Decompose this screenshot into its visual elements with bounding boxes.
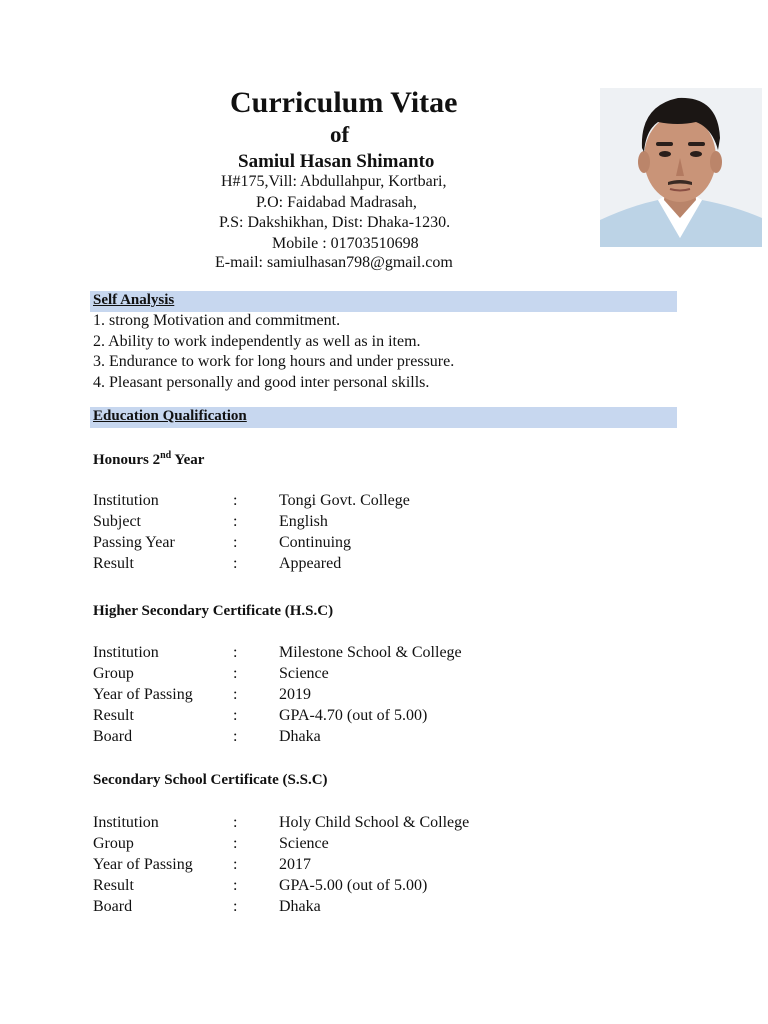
email-line: E-mail: samiulhasan798@gmail.com	[215, 254, 453, 271]
address-line-2: P.O: Faidabad Madrasah,	[256, 194, 417, 211]
self-analysis-header	[90, 291, 677, 312]
address-line-1: H#175,Vill: Abdullahpur, Kortbari,	[221, 173, 447, 190]
ssc-title: Secondary School Certificate (S.S.C)	[93, 772, 328, 788]
cv-title-of: of	[330, 122, 350, 147]
education-header	[90, 407, 677, 428]
education-heading: Education Qualification	[93, 408, 247, 424]
self-analysis-item: 2. Ability to work independently as well as in item.	[93, 333, 421, 350]
self-analysis-item: 4. Pleasant personally and good inter personal skills.	[93, 374, 430, 391]
honours-title: Honours 2nd Year	[93, 450, 205, 468]
self-analysis-item: 1. strong Motivation and commitment.	[93, 312, 341, 329]
self-analysis-heading: Self Analysis	[93, 292, 175, 308]
profile-photo	[600, 88, 762, 247]
candidate-name: Samiul Hasan Shimanto	[238, 151, 435, 172]
cv-title: Curriculum Vitae	[230, 86, 458, 119]
self-analysis-item: 3. Endurance to work for long hours and under pressure.	[93, 353, 455, 370]
hsc-title: Higher Secondary Certificate (H.S.C)	[93, 603, 334, 619]
mobile-line: Mobile : 01703510698	[272, 235, 419, 252]
address-line-3: P.S: Dakshikhan, Dist: Dhaka-1230.	[219, 214, 451, 231]
